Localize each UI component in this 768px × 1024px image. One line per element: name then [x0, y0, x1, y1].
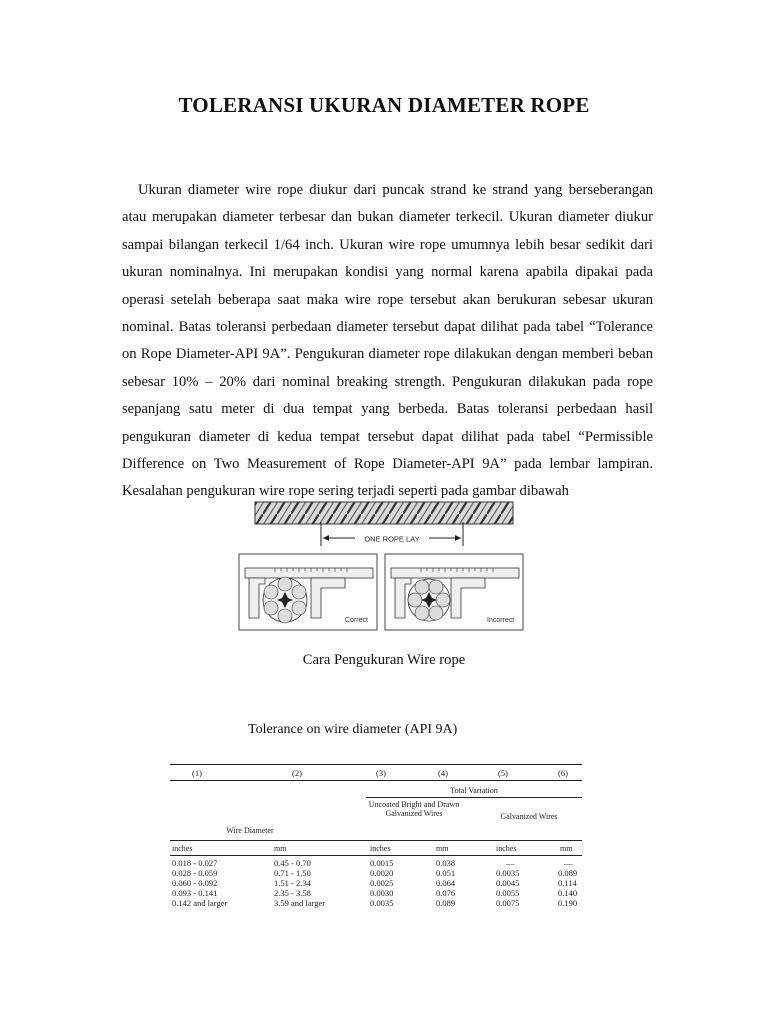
caliper-beam [391, 568, 519, 578]
uncoated-wires-header: Uncoated Bright and Drawn Galvanized Wires [368, 800, 460, 818]
wire-rope-illustration [255, 502, 513, 524]
strand [264, 585, 278, 599]
table-cell: 0.064 [436, 878, 456, 888]
table-cell: 2.35 - 3.58 [274, 888, 311, 898]
table-cell: 0.0030 [370, 888, 394, 898]
table-top-rule [170, 764, 582, 765]
incorrect-label: Incorrect [487, 617, 515, 624]
table-cell: 0.0075 [496, 898, 520, 908]
table-cell: 0.114 [558, 878, 577, 888]
caliper-incorrect-panel [385, 554, 523, 630]
table-cell: 0.093 - 0.141 [172, 888, 218, 898]
table-cell: 0.0045 [496, 878, 520, 888]
lay-arrow-right [455, 535, 461, 541]
strand [429, 606, 443, 620]
lay-label: ONE ROPE LAY [364, 534, 420, 544]
table-cell: — [564, 858, 573, 868]
strand [408, 593, 422, 607]
caliper-correct-panel [239, 554, 377, 630]
wire-diameter-header: Wire Diameter [226, 826, 274, 835]
col-number-4: (4) [438, 768, 448, 778]
col-number-2: (2) [292, 768, 302, 778]
strand [278, 609, 292, 623]
body-paragraph [122, 177, 653, 506]
table-cell: 0.0020 [370, 868, 394, 878]
col-number-6: (6) [558, 768, 568, 778]
table-cell: 0.0035 [370, 898, 394, 908]
col-number-3: (3) [376, 768, 386, 778]
table-cell: 3.59 and larger [274, 898, 326, 908]
table-cell: — [506, 858, 515, 868]
unit-header: inches [370, 844, 391, 853]
table-cell: 0.089 [436, 898, 456, 908]
wire-rope-measurement-figure [235, 492, 527, 632]
table-cell: 0.45 - 0.70 [274, 858, 311, 868]
unit-header: mm [560, 844, 573, 853]
table-rule [170, 780, 582, 781]
lay-arrow-left [323, 535, 329, 541]
unit-header: mm [436, 844, 449, 853]
table-cell: 0.060 - 0.092 [172, 878, 218, 888]
strand [429, 580, 443, 594]
unit-header: inches [496, 844, 517, 853]
table-cell: 1.51 - 2.34 [274, 878, 311, 888]
paragraph-text: Ukuran diameter wire rope diukur dari puncak strand ke strand yang berseberangan atau merupakan diameter terbesar dan bukan diameter terkecil. Ukuran diameter diukur sampai bilangan terkecil 1/64 inch. Ukuran wire rope umumnya lebih besar sedikit dari ukuran nominalnya. Ini merupakan kondisi yang normal karena apabila dipakai pada operasi setelah beberapa saat maka wire rope tersebut akan berukuran sebesar ukuran nominal. Batas toleransi perbedaan diameter tersebut dapat dilihat pada tabel “Tolerance on Rope Diameter-API 9A”. Pengukuran diameter rope dilakukan dengan memberi beban sebesar 10% – 20% dari nominal breaking strength. Pengukuran dilakukan pada rope sepanjang satu meter di dua tempat yang berbeda. Batas toleransi perbedaan hasil pengukuran diameter di kedua tempat tersebut dapat dilihat pada tabel “Permissible Difference on Two Measurement of Rope Diameter-API 9A” pada lembar lampiran. Kesalahan pengukuran wire rope sering terjadi seperti pada gambar dibawah [122, 182, 653, 500]
strand [436, 593, 450, 607]
figure-caption: Cara Pengukuran Wire rope [302, 652, 466, 668]
col-number-1: (1) [192, 768, 202, 778]
total-variation-header: Total Variation [450, 786, 498, 795]
table-rule [170, 855, 582, 856]
caliper-beam [245, 568, 373, 578]
caliper-sliding-jaw [451, 578, 485, 618]
table-cell: 0.028 - 0.059 [172, 868, 218, 878]
table-cell: 0.018 - 0.027 [172, 858, 218, 868]
table-rule [170, 840, 582, 841]
strand [415, 606, 429, 620]
table-cell: 0.140 [558, 888, 578, 898]
strand [292, 601, 306, 615]
table-cell: 0.076 [436, 888, 456, 898]
unit-header: mm [274, 844, 287, 853]
table-cell: 0.089 [558, 868, 578, 878]
galvanized-wires-header: Galvanized Wires [500, 812, 558, 821]
strand [415, 580, 429, 594]
strand [278, 577, 292, 591]
table-cell: 0.190 [558, 898, 578, 908]
total-variation-rule [366, 797, 582, 798]
table-cell: 0.0035 [496, 868, 520, 878]
table-cell: 0.0025 [370, 878, 394, 888]
table-title: Tolerance on wire diameter (API 9A) [248, 722, 458, 737]
caliper-fixed-jaw [249, 578, 265, 618]
table-cell: 0.142 and larger [172, 898, 228, 908]
table-cell: 0.038 [436, 858, 456, 868]
caliper-sliding-jaw [311, 578, 345, 618]
correct-label: Correct [345, 617, 368, 624]
table-cell: 0.71 - 1.50 [274, 868, 311, 878]
strand [292, 585, 306, 599]
table-cell: 0.051 [436, 868, 456, 878]
col-number-5: (5) [498, 768, 508, 778]
unit-header: inches [172, 844, 193, 853]
document-title: TOLERANSI UKURAN DIAMETER ROPE [178, 93, 590, 117]
strand [264, 601, 278, 615]
table-cell: 0.0055 [496, 888, 520, 898]
table-cell: 0.0015 [370, 858, 394, 868]
